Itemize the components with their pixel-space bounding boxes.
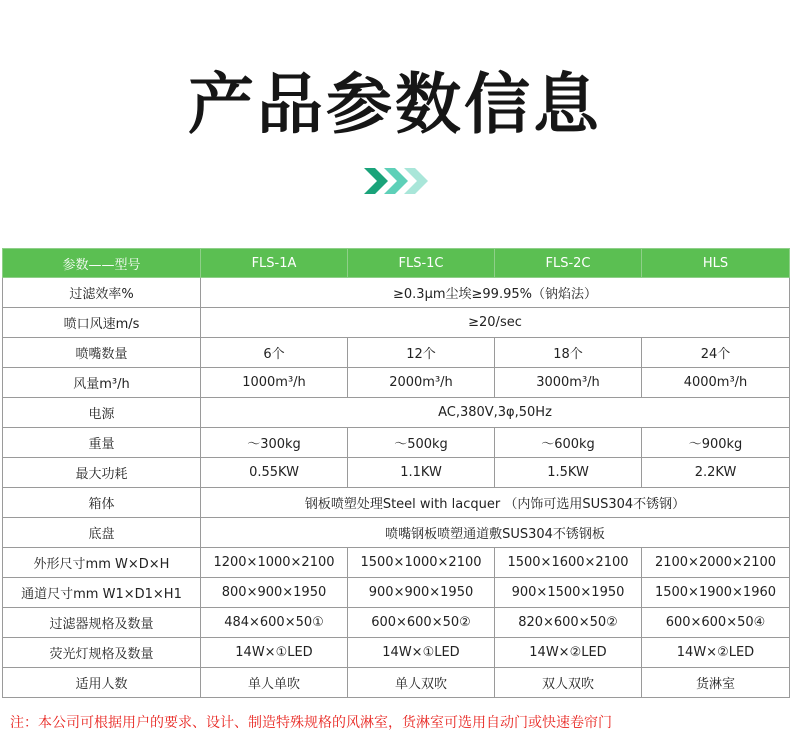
cell-value: 1000m³/h — [201, 368, 348, 398]
table-row — [3, 518, 790, 548]
cell-value: ～300kg — [201, 428, 348, 458]
cell-value: 2.2KW — [642, 458, 790, 488]
cell-value: 600×600×50② — [348, 608, 495, 638]
row-label: 底盘 — [3, 518, 201, 548]
table-row — [3, 428, 790, 458]
table-row — [3, 278, 790, 308]
cell-value: 单人双吹 — [348, 668, 495, 698]
cell-value: 14W×②LED — [642, 638, 790, 668]
cell-value: 货淋室 — [642, 668, 790, 698]
cell-value: 1.5KW — [495, 458, 642, 488]
row-label: 适用人数 — [3, 668, 201, 698]
cell-value: 单人单吹 — [201, 668, 348, 698]
page-title: 产品参数信息 — [188, 66, 602, 143]
table-row — [3, 368, 790, 398]
table-row — [3, 458, 790, 488]
cell-value: 2100×2000×2100 — [642, 548, 790, 578]
table-row — [3, 308, 790, 338]
cell-value: 1.1KW — [348, 458, 495, 488]
row-label: 喷嘴数量 — [3, 338, 201, 368]
cell-value: 4000m³/h — [642, 368, 790, 398]
row-label: 外形尺寸mm W×D×H — [3, 548, 201, 578]
row-label: 电源 — [3, 398, 201, 428]
row-label: 通道尺寸mm W1×D1×H1 — [3, 578, 201, 608]
cell-value: 1500×1900×1960 — [642, 578, 790, 608]
cell-value: 双人双吹 — [495, 668, 642, 698]
cell-value: 900×1500×1950 — [495, 578, 642, 608]
cell-value: 3000m³/h — [495, 368, 642, 398]
cell-value: 820×600×50② — [495, 608, 642, 638]
cell-value: 800×900×1950 — [201, 578, 348, 608]
cell-value: ～500kg — [348, 428, 495, 458]
table-row — [3, 338, 790, 368]
row-merged-value: AC,380V,3φ,50Hz — [201, 398, 790, 428]
row-merged-value: ≥0.3μm尘埃≥99.95%（钠焰法） — [201, 278, 790, 308]
cell-value: 1200×1000×2100 — [201, 548, 348, 578]
cell-value: 14W×②LED — [495, 638, 642, 668]
cell-value: 6个 — [201, 338, 348, 368]
table-row — [3, 578, 790, 608]
row-label: 重量 — [3, 428, 201, 458]
cell-value: 484×600×50① — [201, 608, 348, 638]
cell-value: 1500×1600×2100 — [495, 548, 642, 578]
cell-value: 0.55KW — [201, 458, 348, 488]
header-fls-1c: FLS-1C — [348, 249, 495, 278]
cell-value: 2000m³/h — [348, 368, 495, 398]
cell-value: 600×600×50④ — [642, 608, 790, 638]
row-merged-value: 钢板喷塑处理Steel with lacquer （内饰可选用SUS304不锈钢） — [201, 488, 790, 518]
cell-value: ～900kg — [642, 428, 790, 458]
spec-table — [2, 248, 790, 698]
chevron-right-icon — [364, 166, 430, 196]
table-row — [3, 398, 790, 428]
table-row — [3, 608, 790, 638]
row-label: 荧光灯规格及数量 — [3, 638, 201, 668]
chevron-right-icon-1 — [364, 168, 388, 194]
header-fls-2c: FLS-2C — [495, 249, 642, 278]
cell-value: 14W×①LED — [348, 638, 495, 668]
cell-value: ～600kg — [495, 428, 642, 458]
row-label: 风量m³/h — [3, 368, 201, 398]
row-label: 过滤器规格及数量 — [3, 608, 201, 638]
header-param: 参数——型号 — [3, 249, 201, 278]
row-label: 喷口风速m/s — [3, 308, 201, 338]
cell-value: 12个 — [348, 338, 495, 368]
cell-value: 900×900×1950 — [348, 578, 495, 608]
table-row — [3, 638, 790, 668]
header-hls: HLS — [642, 249, 790, 278]
cell-value: 14W×①LED — [201, 638, 348, 668]
cell-value: 1500×1000×2100 — [348, 548, 495, 578]
header-fls-1a: FLS-1A — [201, 249, 348, 278]
footnote: 注：本公司可根据用户的要求、设计、制造特殊规格的风淋室，货淋室可选用自动门或快速卷帘门 — [10, 715, 612, 731]
table-row — [3, 548, 790, 578]
row-label: 过滤效率% — [3, 278, 201, 308]
cell-value: 18个 — [495, 338, 642, 368]
row-merged-value: ≥20/sec — [201, 308, 790, 338]
row-label: 最大功耗 — [3, 458, 201, 488]
row-merged-value: 喷嘴钢板喷塑通道敷SUS304不锈钢板 — [201, 518, 790, 548]
table-row — [3, 668, 790, 698]
table-row — [3, 488, 790, 518]
cell-value: 24个 — [642, 338, 790, 368]
row-label: 箱体 — [3, 488, 201, 518]
table-header-row — [3, 249, 790, 278]
